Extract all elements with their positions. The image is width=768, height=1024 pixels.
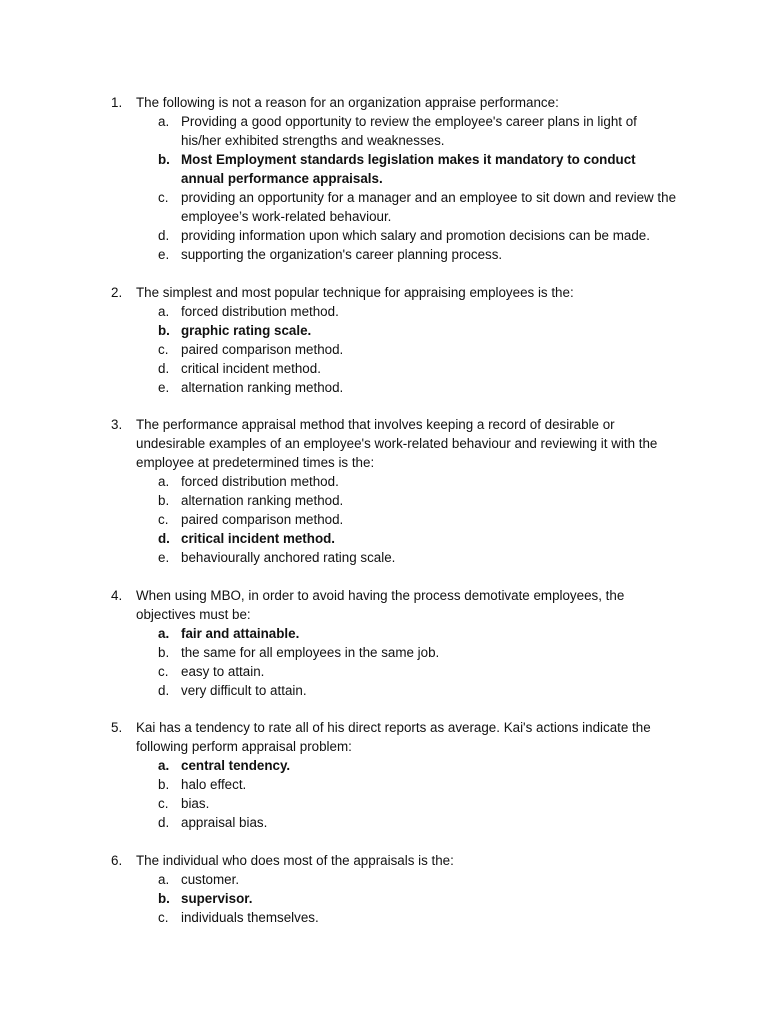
option-item	[0, 491, 768, 510]
option-text: individuals themselves.	[181, 910, 319, 925]
option-text: Most Employment standards legislation makes it mandatory to conduct annual performance appraisals.	[181, 152, 636, 186]
option-letter: a.	[158, 474, 170, 489]
question-stem: The following is not a reason for an organization appraise performance:	[136, 95, 559, 110]
option-text: supporting the organization's career planning process.	[181, 247, 503, 262]
question-1	[0, 93, 768, 264]
option-item	[0, 188, 768, 226]
option-item-correct	[0, 889, 768, 908]
option-item	[0, 510, 768, 529]
option-text: supervisor.	[181, 891, 253, 906]
option-letter: d.	[158, 683, 170, 698]
question-stem: When using MBO, in order to avoid having the process demotivate employees, the objectives must be:	[136, 588, 625, 622]
option-letter: c.	[158, 190, 169, 205]
option-letter: b.	[158, 323, 170, 338]
option-letter: d.	[158, 531, 170, 546]
question-2	[0, 283, 768, 397]
question-6	[0, 851, 768, 927]
option-text: graphic rating scale.	[181, 323, 312, 338]
option-item	[0, 340, 768, 359]
option-item-correct	[0, 624, 768, 643]
option-text: bias.	[181, 796, 210, 811]
question-stem: The performance appraisal method that involves keeping a record of desirable or undesirable examples of an employee's work-related behaviour and reviewing it with the employee at predetermined times is the:	[136, 417, 658, 470]
option-item	[0, 681, 768, 700]
option-letter: a.	[158, 304, 170, 319]
option-text: alternation ranking method.	[181, 493, 344, 508]
option-letter: b.	[158, 777, 170, 792]
option-text: forced distribution method.	[181, 474, 339, 489]
option-text: the same for all employees in the same job.	[181, 645, 440, 660]
option-text: forced distribution method.	[181, 304, 339, 319]
option-item-correct	[0, 756, 768, 775]
option-letter: c.	[158, 342, 169, 357]
option-text: paired comparison method.	[181, 512, 344, 527]
option-item	[0, 359, 768, 378]
option-item	[0, 548, 768, 567]
question-number: 3.	[111, 417, 123, 432]
option-text: fair and attainable.	[181, 626, 300, 641]
question-number: 4.	[111, 588, 123, 603]
question-number: 2.	[111, 285, 123, 300]
option-letter: d.	[158, 228, 170, 243]
option-text: halo effect.	[181, 777, 247, 792]
option-text: very difficult to attain.	[181, 683, 307, 698]
option-letter: e.	[158, 550, 170, 565]
option-item	[0, 794, 768, 813]
question-3	[0, 415, 768, 567]
option-letter: a.	[158, 758, 170, 773]
question-stem: The simplest and most popular technique for appraising employees is the:	[136, 285, 574, 300]
option-letter: a.	[158, 114, 170, 129]
option-item	[0, 302, 768, 321]
option-item	[0, 643, 768, 662]
question-stem-row	[0, 851, 768, 870]
option-item	[0, 813, 768, 832]
option-text: central tendency.	[181, 758, 291, 773]
option-letter: a.	[158, 626, 170, 641]
option-item	[0, 226, 768, 245]
option-text: appraisal bias.	[181, 815, 268, 830]
option-text: alternation ranking method.	[181, 380, 344, 395]
option-item-correct	[0, 321, 768, 340]
option-letter: b.	[158, 891, 170, 906]
option-text: Providing a good opportunity to review the employee's career plans in light of his/her exhibited strengths and weaknesses.	[181, 114, 637, 148]
question-stem-row	[0, 586, 768, 624]
option-item	[0, 775, 768, 794]
question-stem: The individual who does most of the appraisals is the:	[136, 853, 454, 868]
option-text: customer.	[181, 872, 240, 887]
question-stem: Kai has a tendency to rate all of his direct reports as average. Kai's actions indicate the following perform appraisal problem:	[136, 720, 651, 754]
question-number: 1.	[111, 95, 123, 110]
option-letter: c.	[158, 512, 169, 527]
option-item	[0, 662, 768, 681]
option-letter: b.	[158, 493, 170, 508]
option-letter: e.	[158, 247, 170, 262]
option-item	[0, 245, 768, 264]
option-text: easy to attain.	[181, 664, 265, 679]
option-letter: a.	[158, 872, 170, 887]
question-stem-row	[0, 93, 768, 112]
option-letter: d.	[158, 361, 170, 376]
option-text: critical incident method.	[181, 531, 336, 546]
question-5	[0, 718, 768, 832]
option-item	[0, 870, 768, 889]
option-letter: d.	[158, 815, 170, 830]
option-text: paired comparison method.	[181, 342, 344, 357]
question-stem-row	[0, 415, 768, 472]
option-item-correct	[0, 150, 768, 188]
option-item	[0, 908, 768, 927]
question-stem-row	[0, 283, 768, 302]
option-letter: e.	[158, 380, 170, 395]
option-letter: b.	[158, 645, 170, 660]
option-text: behaviourally anchored rating scale.	[181, 550, 396, 565]
option-letter: c.	[158, 796, 169, 811]
question-4	[0, 586, 768, 700]
option-text: providing information upon which salary and promotion decisions can be made.	[181, 228, 650, 243]
option-item-correct	[0, 529, 768, 548]
question-number: 6.	[111, 853, 123, 868]
option-letter: b.	[158, 152, 170, 167]
question-stem-row	[0, 718, 768, 756]
option-item	[0, 112, 768, 150]
option-text: providing an opportunity for a manager and an employee to sit down and review the employee’s work-related behaviour.	[181, 190, 677, 224]
option-item	[0, 378, 768, 397]
question-number: 5.	[111, 720, 123, 735]
option-item	[0, 472, 768, 491]
option-text: critical incident method.	[181, 361, 321, 376]
option-letter: c.	[158, 664, 169, 679]
option-letter: c.	[158, 910, 169, 925]
